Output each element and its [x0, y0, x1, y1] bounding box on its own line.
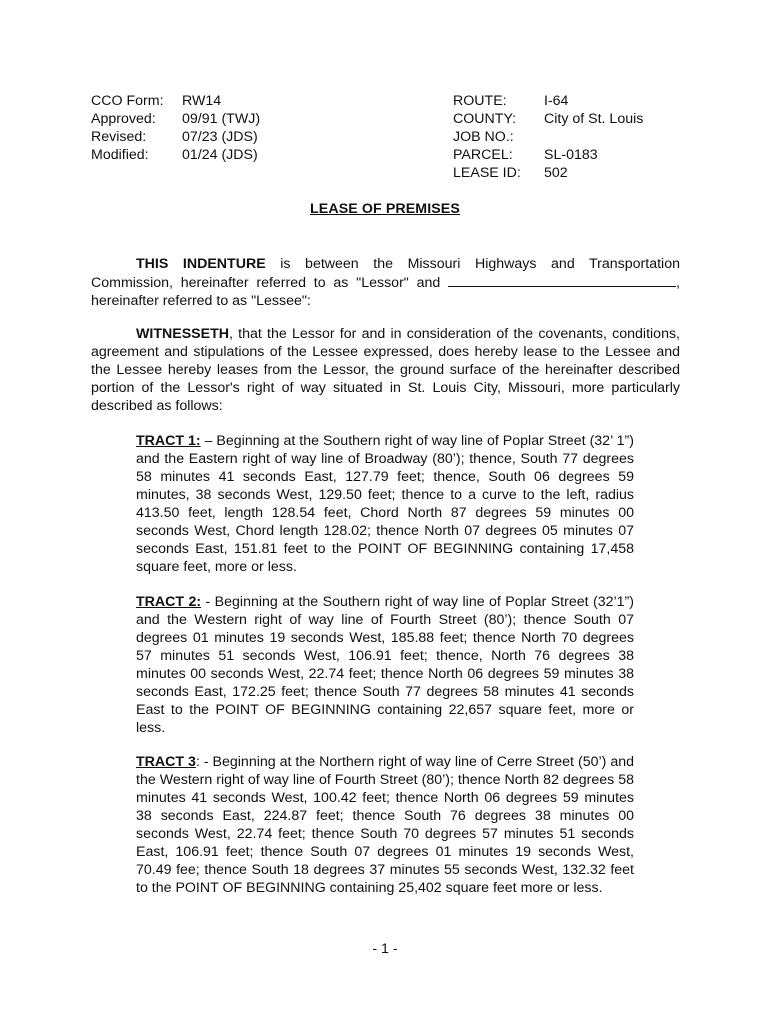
form-info-value: 07/23 (JDS): [182, 129, 258, 145]
form-info-label: Revised:: [91, 129, 147, 145]
lessee-name-blank[interactable]: [448, 273, 676, 287]
form-info-row: [91, 92, 260, 110]
form-info-value: RW14: [182, 93, 222, 109]
parcel-info-label: JOB NO.:: [453, 129, 514, 145]
parcel-info-label: ROUTE:: [453, 93, 507, 109]
parcel-info-row: [453, 110, 643, 128]
form-info-row: [91, 128, 260, 146]
parcel-info-label: PARCEL:: [453, 147, 513, 163]
form-info-label: CCO Form:: [91, 93, 164, 109]
parcel-info-row: [453, 92, 643, 110]
parcel-info-block: [453, 92, 643, 182]
parcel-info-row: [453, 128, 643, 146]
tract-label: TRACT 2:: [136, 594, 202, 610]
tract-text: : - Beginning at the Northern right of way line of Cerre Street (50’) and the Western right of way line of Fourth Street (80’); thence North 82 degrees 58 minutes 41 seconds West, 100.42 feet; thence North 06 degrees 59 minutes 38 seconds East, 224.87 feet; thence South 76 degrees 38 minutes 00 seconds West, 22.74 feet; thence South 70 degrees 57 minutes 51 seconds East, 106.91 feet; thence South 07 degrees 01 minutes 19 seconds West, 70.49 fee; thence South 18 degrees 37 minutes 55 seconds West, 132.32 feet to the POINT OF BEGINNING containing 25,402 square feet more or less.: [136, 754, 634, 896]
tract-label: TRACT 1:: [136, 433, 201, 449]
form-info-label: Modified:: [91, 147, 149, 163]
form-info-value: 09/91 (TWJ): [182, 111, 261, 127]
parcel-info-value: SL-0183: [544, 147, 598, 163]
form-info-block: [91, 92, 260, 164]
form-info-value: 01/24 (JDS): [182, 147, 258, 163]
form-info-row: [91, 110, 260, 128]
form-info-row: [91, 146, 260, 164]
intro-text-end: , hereinafter referred to as "Lessee":: [91, 275, 680, 309]
parcel-info-row: [453, 164, 643, 182]
witness-paragraph: [91, 325, 680, 415]
parcel-info-row: [453, 146, 643, 164]
witness-lead: WITNESSETH: [136, 326, 230, 342]
tract-label: TRACT 3: [136, 754, 196, 770]
parcel-info-label: LEASE ID:: [453, 165, 521, 181]
tract-paragraph: [136, 432, 634, 576]
form-info-label: Approved:: [91, 111, 156, 127]
tract-text: – Beginning at the Southern right of way line of Poplar Street (32’ 1”) and the Eastern right of way line of Broadway (80’); thence, South 77 degrees 58 minutes 41 seconds East, 127.79 feet; thence, South 06 degrees 59 minutes, 38 seconds West, 129.50 feet; thence to a curve to the left, radius 413.50 feet, length 128.54 feet, Chord North 87 degrees 59 minutes 00 seconds West, Chord length 128.02; thence North 07 degrees 05 minutes 07 seconds East, 151.81 feet to the POINT OF BEGINNING containing 17,458 square feet, more or less.: [136, 433, 634, 575]
intro-lead: THIS INDENTURE: [136, 256, 266, 272]
page-number: - 1 -: [372, 941, 398, 957]
tract-text: - Beginning at the Southern right of way line of Poplar Street (32’1”) and the Western right of way line of Fourth Street (80’); thence South 07 degrees 01 minutes 19 seconds West, 185.88 feet; thence North 70 degrees 57 minutes 51 seconds West, 106.91 feet; thence, North 76 degrees 38 minutes 00 seconds West, 22.74 feet; thence North 06 degrees 59 minutes 38 seconds East, 172.25 feet; thence South 77 degrees 58 minutes 41 seconds East to the POINT OF BEGINNING containing 22,657 square feet, more or less.: [136, 594, 634, 736]
intro-text: is between the Missouri Highways and Transportation Commission, hereinafter referred to as "Lessor" and: [91, 256, 680, 291]
parcel-info-value: 502: [544, 165, 568, 181]
parcel-info-value: City of St. Louis: [544, 111, 644, 127]
witness-text: , that the Lessor for and in consideration of the covenants, conditions, agreement and stipulations of the Lessee expressed, does hereby lease to the Lessee and the Lessee hereby leases from the Lessor, the ground surface of the hereinafter described portion of the Lessor's right of way situated in St. Louis City, Missouri, more particularly described as follows:: [91, 326, 680, 414]
document-title: LEASE OF PREMISES: [310, 201, 460, 217]
intro-paragraph: [91, 255, 680, 310]
parcel-info-label: COUNTY:: [453, 111, 517, 127]
parcel-info-value: [544, 128, 643, 146]
parcel-info-value: I-64: [544, 93, 569, 109]
tract-paragraph: [136, 593, 634, 737]
tract-paragraph: [136, 753, 634, 897]
